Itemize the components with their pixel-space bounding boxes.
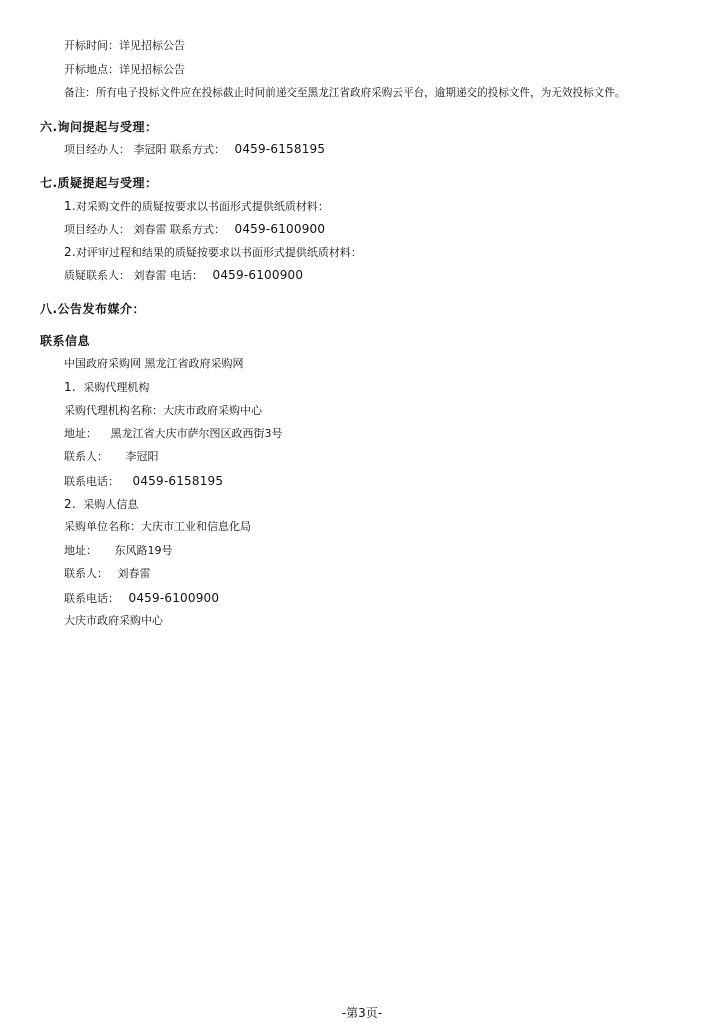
- issuer-signature: 大庆市政府采购中心: [64, 614, 163, 627]
- agency-address-line: [64, 427, 283, 441]
- section-seven-heading: 七.质疑提起与受理：: [40, 176, 158, 190]
- publication-media: 中国政府采购网 黑龙江省政府采购网: [64, 357, 244, 370]
- challenge-item-1: [64, 199, 329, 214]
- agency-person-line: [64, 450, 159, 464]
- agency-phone-label: 联系电话：: [64, 475, 119, 488]
- purchaser-person-label: 联系人：: [64, 567, 108, 580]
- section-six-heading: 六.询问提起与受理：: [40, 120, 158, 134]
- purchaser-address-line: [64, 544, 173, 558]
- challenge-item-2-contact: [64, 268, 303, 283]
- agency-address: 黑龙江省大庆市萨尔图区政西街3号: [110, 427, 283, 440]
- challenge-item-2-phone: 0459-6100900: [212, 268, 304, 282]
- note-line: 备注：所有电子投标文件应在投标截止时间前递交至黑龙江省政府采购云平台，逾期递交的投标文件，为无效投标文件。: [64, 87, 626, 99]
- bid-time-line: 开标时间：详见招标公告: [64, 39, 185, 52]
- section-eight-heading: 八.公告发布媒介：: [40, 302, 146, 316]
- challenge-item-1-contact: [64, 222, 325, 237]
- agency-address-label: 地址：: [64, 427, 97, 440]
- agency-phone-line: [64, 474, 223, 489]
- challenge-item-1-text: 对采购文件的质疑按要求以书面形式提供纸质材料：: [75, 200, 329, 213]
- agency-section-label: 采购代理机构: [83, 381, 150, 394]
- purchaser-person: 刘春雷: [117, 567, 151, 580]
- purchaser-phone-label: 联系电话：: [64, 592, 119, 605]
- agency-person: 李冠阳: [125, 450, 159, 463]
- inquiry-contact-label: 项目经办人： 李冠阳 联系方式：: [64, 143, 225, 156]
- purchaser-person-line: [64, 567, 151, 581]
- contact-info-heading: 联系信息: [40, 334, 91, 348]
- agency-person-label: 联系人：: [64, 450, 108, 463]
- challenge-item-1-phone: 0459-6100900: [234, 222, 326, 236]
- agency-phone: 0459-6158195: [132, 474, 224, 488]
- page-number: -第3页-: [341, 1006, 383, 1020]
- purchaser-name: 采购单位名称：大庆市工业和信息化局: [64, 520, 251, 533]
- challenge-item-2-text: 对评审过程和结果的质疑按要求以书面形式提供纸质材料：: [75, 246, 362, 259]
- challenge-item-2-number: 2.: [64, 245, 76, 259]
- challenge-item-2-contact-label: 质疑联系人： 刘春雷 电话：: [64, 269, 203, 282]
- bid-place-line: 开标地点：详见招标公告: [64, 63, 185, 76]
- purchaser-phone: 0459-6100900: [128, 591, 220, 605]
- purchaser-section-title: [64, 497, 138, 512]
- purchaser-address-label: 地址：: [64, 544, 97, 557]
- inquiry-contact-phone: 0459-6158195: [234, 142, 326, 156]
- agency-section-title: [64, 380, 149, 395]
- inquiry-contact-line: [64, 142, 325, 157]
- purchaser-section-label: 采购人信息: [83, 498, 139, 511]
- purchaser-address: 东风路19号: [114, 544, 173, 557]
- challenge-item-2: [64, 245, 362, 260]
- challenge-item-1-contact-label: 项目经办人： 刘春雷 联系方式：: [64, 223, 225, 236]
- agency-section-number: 1.: [64, 380, 76, 394]
- purchaser-section-number: 2.: [64, 497, 76, 511]
- agency-name: 采购代理机构名称：大庆市政府采购中心: [64, 404, 262, 417]
- challenge-item-1-number: 1.: [64, 199, 76, 213]
- purchaser-phone-line: [64, 591, 219, 606]
